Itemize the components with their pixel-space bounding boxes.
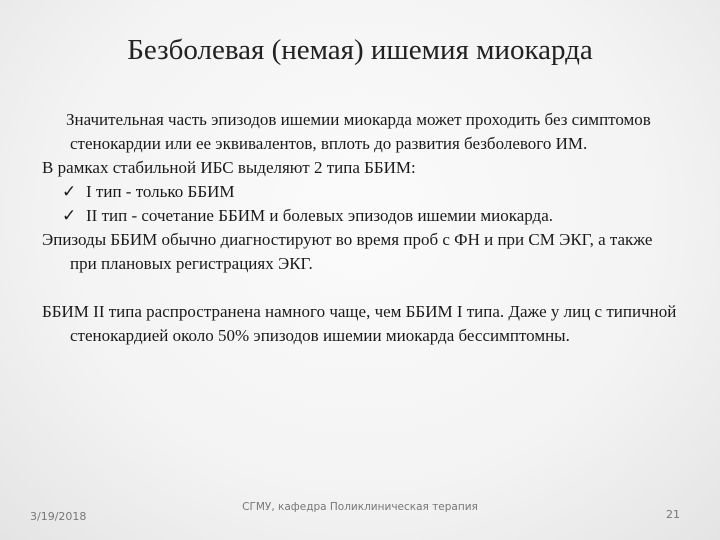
checkmark-icon: ✓ [62,206,77,225]
paragraph-intro: Значительная часть эпизодов ишемии миокарда может проходить без симптомов стенокардии или ее эквивалентов, вплоть до развития безболевого ИМ. [66,110,651,153]
paragraph-prevalence: ББИМ II типа распространена намного чаще, чем ББИМ I типа. Даже у лиц с типичной стенокардией около 50% эпизодов ишемии миокарда бессимптомны. [42,302,677,345]
bullet-type-2-text: II тип - сочетание ББИМ и болевых эпизодов ишемии миокарда. [86,206,554,225]
slide-content [42,108,682,348]
bullet-type-1-text: I тип - только ББИМ [86,182,235,201]
footer-organization: СГМУ, кафедра Поликлиническая терапия [242,501,478,513]
checkmark-icon: ✓ [62,182,77,201]
paragraph-diagnosis: Эпизоды ББИМ обычно диагностируют во время проб с ФН и при СМ ЭКГ, а также при плановых регистрациях ЭКГ. [42,230,653,273]
footer-date: 3/19/2018 [30,510,87,523]
slide-title: Безболевая (немая) ишемия миокарда [127,34,593,66]
paragraph-types: В рамках стабильной ИБС выделяют 2 типа ББИМ: [42,158,416,177]
bullet-type-1 [42,180,682,204]
bullet-type-2 [42,204,682,228]
footer-page-number: 21 [666,508,680,521]
